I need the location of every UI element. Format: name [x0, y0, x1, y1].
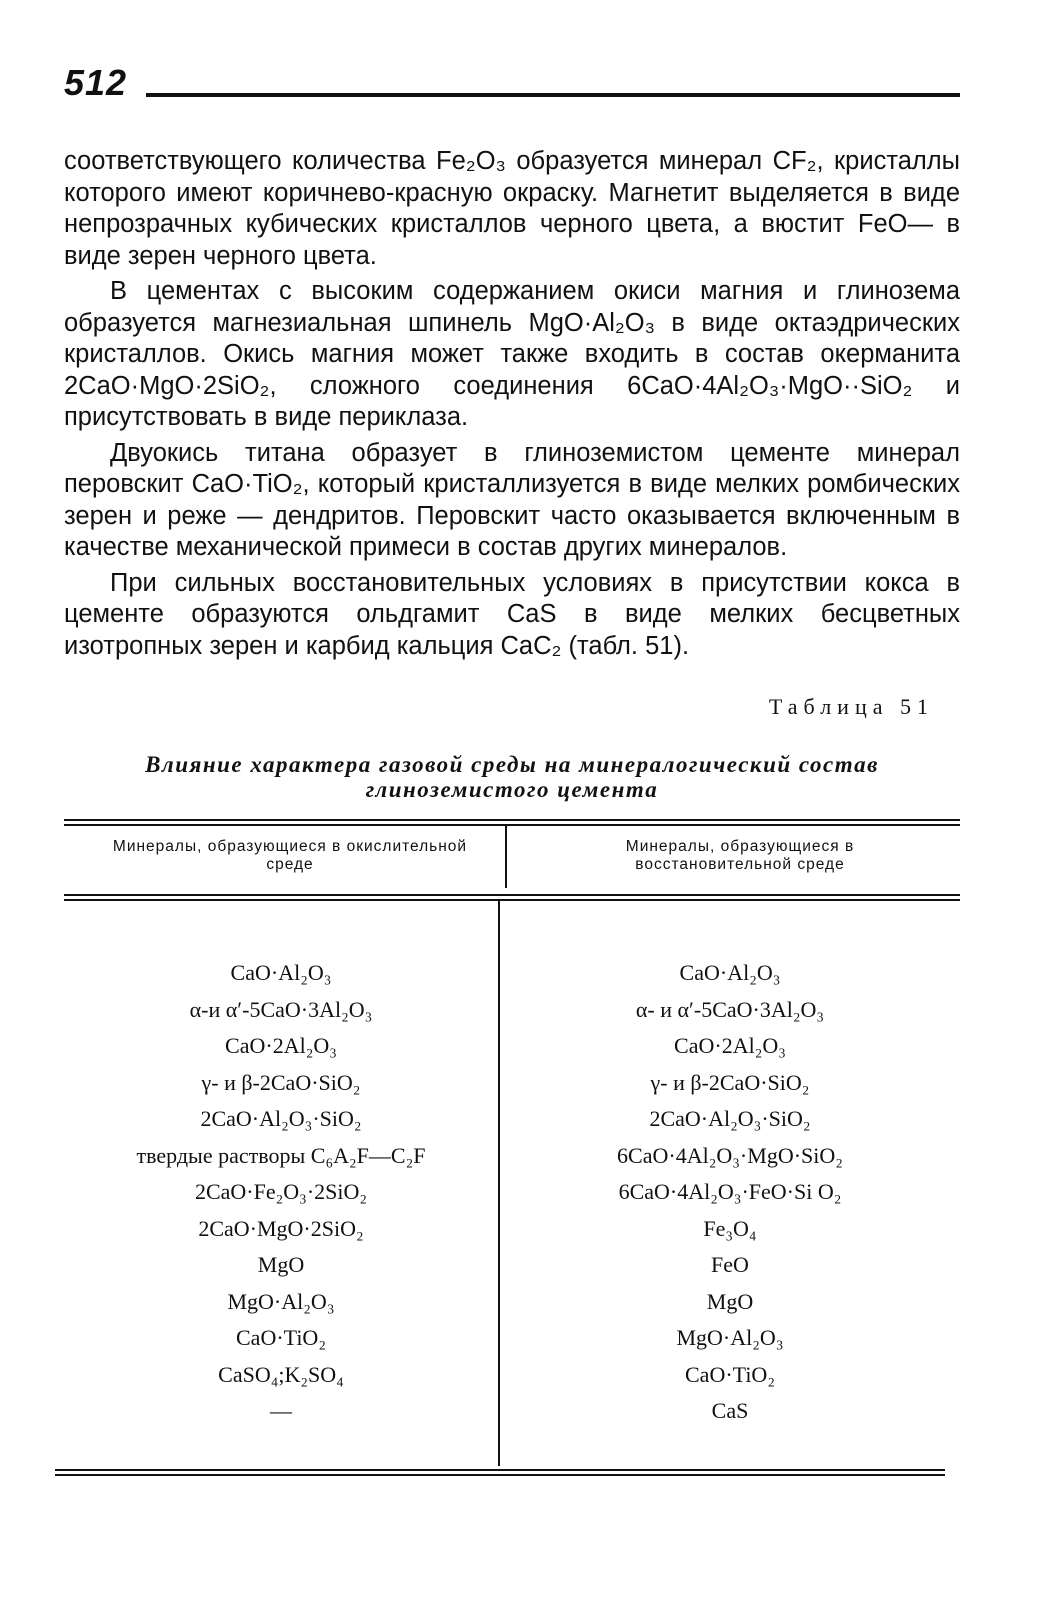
paragraph: Двуокись титана образует в глиноземистом цементе минерал перовскит CaO·TiO₂, который кристаллизуется в виде мелких ромбических зерен и реже — дендритов. Перовскит часто оказывается включенным в качестве механической примеси в состав других минералов. [64, 438, 960, 561]
table-cell: CaO·Al₂O₃ [679, 960, 781, 985]
table-cell: CaO·TiO₂ [685, 1361, 775, 1387]
table-column-reducing [500, 955, 960, 1430]
body-text [64, 146, 960, 662]
column-divider [505, 826, 507, 888]
table-column-oxidizing [64, 955, 498, 1430]
table-cell: Fe₃O₄ [703, 1215, 757, 1241]
table-cell: 6CaO·4Al₂O₃·MgO·SiO₂ [617, 1142, 843, 1168]
paragraph: В цементах с высоким содержанием окиси магния и глинозема образуется магнезиальная шпинель MgO·Al₂O₃ в виде октаэдрических кристаллов. Окись магния может также входить в состав окерманита 2CaO·MgO·2SiO₂, сложного соединения 6CaO·4Al₂O₃·MgO··SiO₂ и присутствовать в виде периклаза. [64, 277, 960, 431]
table-number: Таблица 51 [768, 694, 934, 719]
table-cell: — [270, 1398, 292, 1423]
table-cell: MgO [257, 1252, 305, 1277]
table-cell: CaSO₄;K₂SO₄ [218, 1361, 344, 1387]
header-bottom-rule [64, 899, 960, 901]
paragraph: При сильных восстановительных условиях в присутствии кокса в цементе образуются ольдгамит CaS в виде мелких бесцветных изотропных зерен и карбид кальция CaC₂ (табл. 51). [64, 568, 960, 660]
table-bottom-rule [55, 1474, 945, 1476]
header-rule [146, 93, 960, 97]
table-cell: 2CaO·Fe₂O₃·2SiO₂ [194, 1179, 368, 1204]
column-header: Минералы, образующиеся в окислительной среде [112, 838, 468, 873]
table-cell: FeO [711, 1252, 749, 1277]
table-cell: α- и α′-5CaO·3Al₂O₃ [635, 996, 825, 1022]
table-cell: 2CaO·Al₂O₃·SiO₂ [649, 1106, 811, 1131]
table-cell: CaO·TiO₂ [236, 1325, 326, 1350]
table-cell: твердые растворы C₆A₂F—C₂F [136, 1142, 426, 1168]
table-title: Влияние характера газовой среды на минералогический состав глиноземистого цемента [145, 752, 879, 802]
table-cell: MgO·Al₂O₃ [676, 1325, 784, 1350]
table-cell: 2CaO·MgO·2SiO₂ [198, 1215, 364, 1241]
table-top-rule [64, 824, 960, 826]
table-cell: CaO·2Al₂O₃ [674, 1033, 786, 1058]
table-top-rule [64, 819, 960, 821]
table-cell: CaO·Al₂O₃ [230, 960, 332, 985]
table-cell: CaO·2Al₂O₃ [225, 1033, 337, 1058]
paragraph: соответствующего количества Fe₂O₃ образуется минерал CF₂, кристаллы которого имеют коричнево-красную окраску. Магнетит выделяется в виде непрозрачных кубических кристаллов черного цвета, а вюстит FeO— в виде зерен черного цвета. [64, 147, 960, 270]
page-number: 512 [64, 62, 128, 103]
column-header: Минералы, образующиеся в восстановительной среде [625, 838, 855, 873]
table-bottom-rule [55, 1469, 945, 1471]
table-cell: CaS [711, 1398, 749, 1423]
table-cell: MgO·Al₂O₃ [227, 1288, 335, 1314]
table-cell: γ- и β-2CaO·SiO₂ [650, 1069, 810, 1095]
table-cell: γ- и β-2CaO·SiO₂ [201, 1069, 361, 1095]
table-cell: α-и α′-5CaO·3Al₂O₃ [189, 996, 373, 1022]
table-cell: 6CaO·4Al₂O₃·FeO·Si O₂ [618, 1179, 842, 1204]
header-bottom-rule [64, 894, 960, 896]
table-cell: 2CaO·Al₂O₃·SiO₂ [200, 1106, 362, 1131]
table-cell: MgO [706, 1288, 754, 1314]
